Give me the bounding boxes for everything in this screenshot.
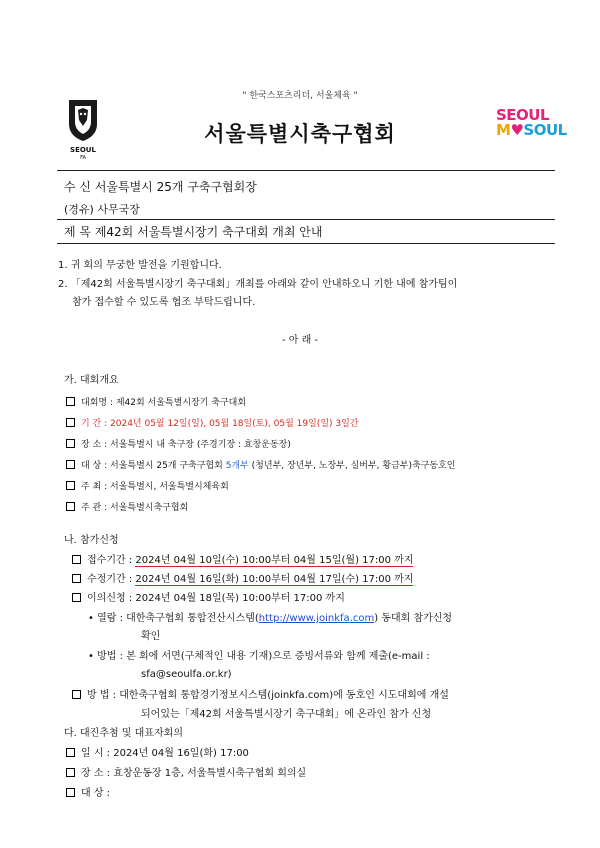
meeting-place: 장 소 : 효창운동장 1층, 서울특별시축구협회 회의실 — [66, 764, 306, 784]
paragraph-1: 1. 귀 회의 무궁한 발전을 기원합니다. — [58, 260, 222, 271]
slogan: " 한국스포츠리더, 서울체육 " — [242, 91, 358, 101]
subject-line: 제 목 제42회 서울특별시장기 축구대회 개최 안내 — [64, 225, 323, 239]
section-c-title: 다. 대진추첨 및 대표자회의 — [64, 728, 183, 739]
modify-period: 수정기간 : 2024년 04월 16일(화) 10:00부터 04월 17일(수) 17:00 까지 — [72, 570, 413, 590]
divider — [57, 170, 555, 171]
objection-view: • 열람 : 대한축구협회 통합전산시스템(http://www.joinkfa.com) 동대회 참가신청 — [88, 613, 453, 624]
checkbox-icon — [72, 574, 81, 583]
divider — [57, 243, 555, 244]
checkbox-icon — [72, 690, 81, 699]
overview-item-period: 기 간 : 2024년 05월 12일(일), 05월 18일(토), 05월 19일(일) 3일간 — [66, 416, 359, 429]
objection-method-line-2: sfa@seoulfa.or.kr) — [141, 669, 232, 680]
heart-icon: ♥ — [510, 121, 524, 139]
checkbox-icon — [66, 502, 75, 511]
checkbox-icon — [66, 768, 75, 777]
checkbox-icon — [72, 555, 81, 564]
below-heading: - 아 래 - — [281, 335, 319, 346]
checkbox-icon — [66, 460, 75, 469]
meeting-target: 대 상 : — [66, 784, 110, 804]
objection-period: 이의신청 : 2024년 04월 18일(목) 10:00부터 17:00 까지 — [72, 589, 345, 609]
checkbox-icon — [66, 397, 75, 406]
overview-item-target: 대 상 : 서울특별시 25개 구축구협회 5개부 (청년부, 장년부, 노장부, 실버부, 황금부)축구동호인 — [66, 458, 455, 471]
seoul-my-soul-logo — [496, 106, 567, 139]
objection-view-line-2: 확인 — [141, 631, 161, 642]
overview-item-host: 주 최 : 서울특별시, 서울특별시체육회 — [66, 479, 229, 492]
divider — [57, 219, 555, 220]
recipient-line: 수 신 서울특별시 25개 구축구협회장 — [64, 180, 257, 194]
logo-line-2: M♥SOUL — [496, 121, 567, 139]
objection-method: • 방법 : 본 회에 서면(구체적인 내용 기재)으로 증빙서류와 함께 제출(e-mail : — [88, 651, 430, 662]
checkbox-icon — [72, 593, 81, 602]
apply-method: 방 법 : 대한축구협회 통합경기정보시스템(joinkfa.com)에 동호인 시도대회에 개설 — [72, 686, 449, 706]
paragraph-2-line-2: 참가 접수할 수 있도록 협조 부탁드립니다. — [72, 297, 256, 308]
meeting-date: 일 시 : 2024년 04월 16일(화) 17:00 — [66, 744, 249, 764]
checkbox-icon — [66, 481, 75, 490]
logo-line-1: SEOUL — [496, 106, 550, 124]
organization-name: 서울특별시축구협회 — [204, 122, 396, 146]
checkbox-icon — [66, 418, 75, 427]
crest-label: SEOUL — [70, 146, 96, 154]
via-line: (경유) 사무국장 — [64, 203, 140, 216]
crest-sublabel: FA — [80, 155, 86, 161]
receipt-period: 접수기간 : 2024년 04월 10일(수) 10:00부터 04월 15일(월) 17:00 까지 — [72, 551, 413, 571]
checkbox-icon — [66, 439, 75, 448]
overview-item-name: 대회명 : 제42회 서울특별시장기 축구대회 — [66, 395, 246, 408]
section-a-title: 가. 대회개요 — [64, 375, 119, 386]
section-b-title: 나. 참가신청 — [64, 535, 119, 546]
paragraph-2-line-1: 2. 「제42회 서울특별시장기 축구대회」개최를 아래와 같이 안내하오니 기한 내에 참가팀이 — [58, 279, 458, 290]
joinkfa-link[interactable]: http://www.joinkfa.com — [258, 613, 375, 624]
checkbox-icon — [66, 748, 75, 757]
checkbox-icon — [66, 788, 75, 797]
apply-method-line-2: 되어있는「제42회 서울특별시장기 축구대회」에 온라인 참가 신청 — [141, 709, 432, 720]
overview-item-organizer: 주 관 : 서울특별시축구협회 — [66, 500, 188, 513]
overview-item-venue: 장 소 : 서울특별시 내 축구장 (주경기장 : 효창운동장) — [66, 437, 291, 450]
